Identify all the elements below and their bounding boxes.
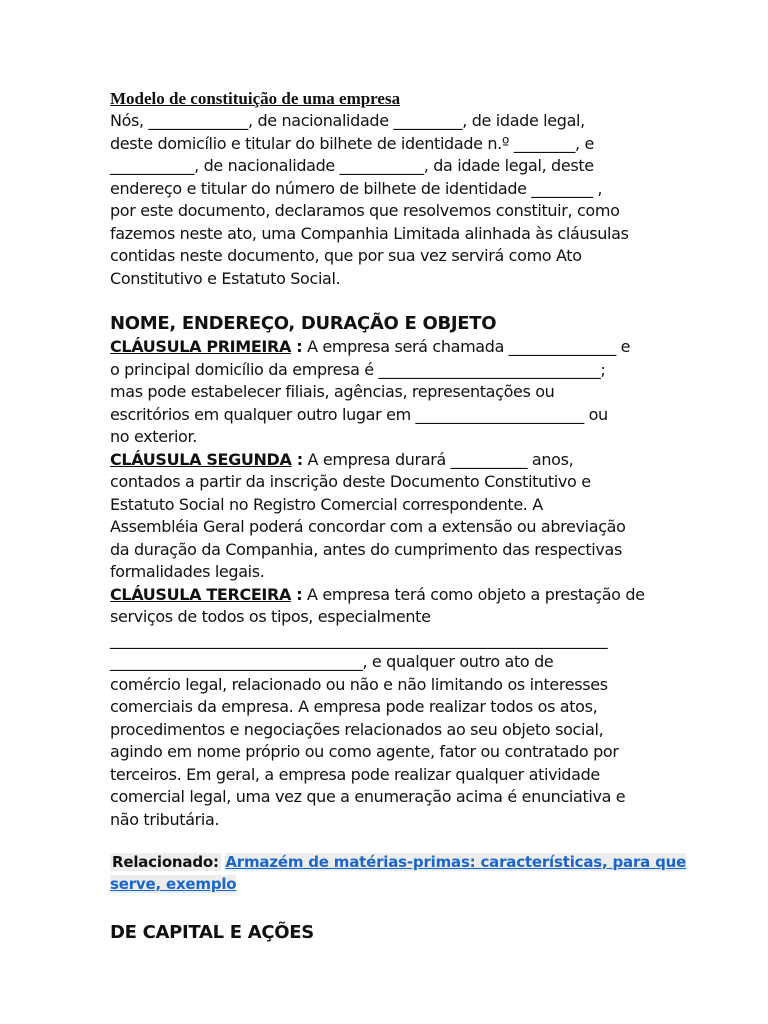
intro-line: endereço e titular do número de bilhete de identidade ________ , xyxy=(110,178,603,198)
intro-line: contidas neste documento, que por sua vez servirá como Ato xyxy=(110,246,582,265)
clause-third-label: CLÁUSULA TERCEIRA xyxy=(110,584,292,604)
clause-line: o principal domicílio da empresa é _____________________________; xyxy=(110,359,606,379)
clause-line: serviços de todos os tipos, especialmente xyxy=(110,607,431,626)
clause-line: comercial legal, uma vez que a enumeração acima é enunciativa e xyxy=(110,787,626,806)
document-title: Modelo de constituição de uma empresa xyxy=(110,89,401,108)
related-article-link-continued[interactable]: serve, exemplo xyxy=(110,875,237,893)
clause-third-text: A empresa terá como objeto a prestação de xyxy=(302,584,645,604)
clause-line: escritórios em qualquer outro lugar em ______________________ ou xyxy=(110,404,608,424)
clause-line: _________________________________, e qualquer outro ato de xyxy=(110,652,554,671)
clause-first-paragraph xyxy=(110,336,662,449)
related-article-link[interactable]: Armazém de matérias-primas: características, para que xyxy=(225,853,687,871)
clause-second-text: A empresa durará __________ anos, xyxy=(302,449,574,469)
related-label: Relacionado: xyxy=(112,853,219,871)
clause-line: _________________________________________________________________ xyxy=(110,629,608,649)
clause-line: comerciais da empresa. A empresa pode realizar todos os atos, xyxy=(110,697,598,716)
clause-line: não tributária. xyxy=(110,809,220,829)
clause-line: mas pode estabelecer filiais, agências, representações ou xyxy=(110,382,555,401)
clause-first-text: A empresa será chamada ______________ e xyxy=(302,337,631,356)
clause-line: terceiros. Em geral, a empresa pode realizar qualquer atividade xyxy=(110,764,600,784)
clause-first-colon: : xyxy=(291,337,303,356)
related-line xyxy=(110,873,662,895)
intro-line: deste domicílio e titular do bilhete de identidade n.º ________, e xyxy=(110,133,594,153)
intro-line: por este documento, declaramos que resolvemos constituir, como xyxy=(110,201,620,220)
clause-third-line xyxy=(110,584,662,607)
clause-line: no exterior. xyxy=(110,427,197,446)
clause-third-paragraph xyxy=(110,584,662,832)
clause-second-colon: : xyxy=(291,449,303,469)
clause-second-label: CLÁUSULA SEGUNDA xyxy=(110,449,292,469)
intro-line: ___________, de nacionalidade ___________, da idade legal, deste xyxy=(110,156,594,175)
related-line xyxy=(110,851,687,873)
clause-line: formalidades legais. xyxy=(110,562,265,581)
section-heading-capital: DE CAPITAL E AÇÕES xyxy=(110,922,314,943)
clause-line: contados a partir da inscrição deste Documento Constitutivo e xyxy=(110,472,591,491)
clause-line: Assembléia Geral poderá concordar com a extensão ou abreviação xyxy=(110,517,626,536)
clause-line: comércio legal, relacionado ou não e não limitando os interesses xyxy=(110,674,608,694)
clause-second-paragraph xyxy=(110,449,662,584)
intro-line: Nós, _____________, de nacionalidade _________, de idade legal, xyxy=(110,111,585,130)
clause-line: procedimentos e negociações relacionados ao seu objeto social, xyxy=(110,719,604,739)
intro-line: fazemos neste ato, uma Companhia Limitada alinhada às cláusulas xyxy=(110,223,629,243)
clause-second-line xyxy=(110,449,662,472)
intro-line: Constitutivo e Estatuto Social. xyxy=(110,268,341,288)
clause-line: agindo em nome próprio ou como agente, fator ou contratado por xyxy=(110,742,619,761)
intro-paragraph xyxy=(110,110,662,290)
section-heading-name-address: NOME, ENDEREÇO, DURAÇÃO E OBJETO xyxy=(110,313,497,334)
related-box xyxy=(110,851,687,895)
clause-line: da duração da Companhia, antes do cumprimento das respectivas xyxy=(110,539,622,559)
clause-first-line xyxy=(110,336,662,359)
clause-first-label: CLÁUSULA PRIMEIRA xyxy=(110,337,292,356)
clause-line: Estatuto Social no Registro Comercial correspondente. A xyxy=(110,494,543,514)
clause-third-colon: : xyxy=(291,584,303,604)
document-page xyxy=(110,88,687,945)
